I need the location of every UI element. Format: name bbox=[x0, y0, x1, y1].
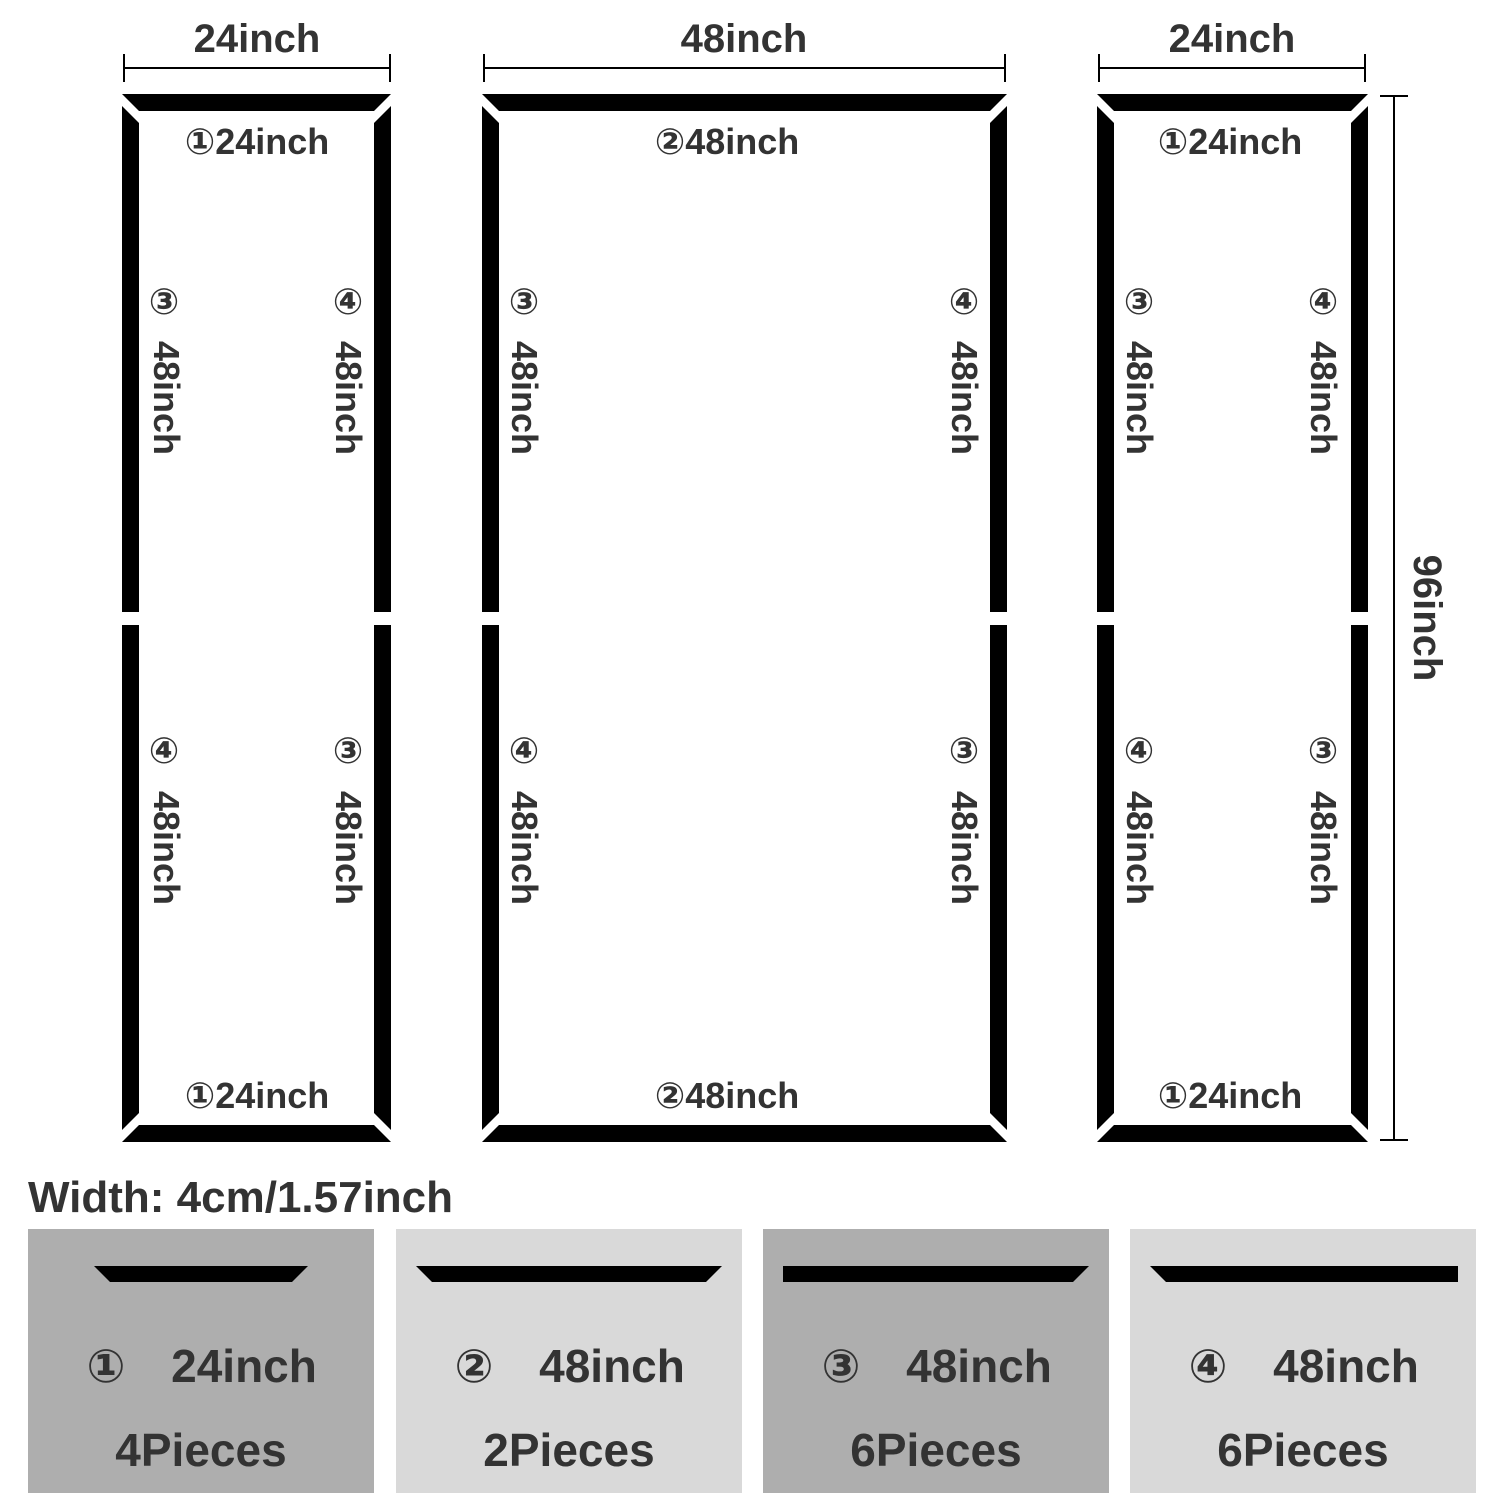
left-lower-right-number: ③ bbox=[332, 730, 364, 771]
left-top-label: ①24inch bbox=[184, 121, 330, 162]
legend-piece-count: 2Pieces bbox=[483, 1424, 655, 1476]
right-bottom-label: ①24inch bbox=[1157, 1075, 1303, 1116]
right-lower-left-length: 48inch bbox=[1119, 790, 1160, 906]
middle-upper-left-number: ③ bbox=[508, 281, 540, 322]
right-lower-right-length: 48inch bbox=[1303, 790, 1344, 906]
frame-right bbox=[1097, 94, 1368, 1142]
legend-strip-shape-icon bbox=[1150, 1266, 1458, 1282]
middle-lower-left-length: 48inch bbox=[504, 790, 545, 906]
legend-size: 48inch bbox=[539, 1340, 685, 1392]
middle-upper-right-length: 48inch bbox=[944, 340, 985, 456]
legend-strip-shape-icon bbox=[783, 1266, 1089, 1282]
right-top-label: ①24inch bbox=[1157, 121, 1303, 162]
dimension-left-width bbox=[124, 17, 390, 82]
middle-lower-left-number: ④ bbox=[508, 730, 540, 771]
middle-top-label: ②48inch bbox=[654, 121, 800, 162]
left-upper-right-length: 48inch bbox=[328, 340, 369, 456]
left-lower-right-length: 48inch bbox=[328, 790, 369, 906]
middle-upper-left-length: 48inch bbox=[504, 340, 545, 456]
right-right-upper-strip bbox=[1351, 106, 1368, 612]
right-top-strip bbox=[1097, 94, 1368, 111]
legend-number: ④ bbox=[1188, 1340, 1228, 1392]
legend-strip-shape-icon bbox=[94, 1266, 308, 1282]
right-upper-left-number: ③ bbox=[1123, 281, 1155, 322]
legend-strip-shape-icon bbox=[416, 1266, 722, 1282]
right-upper-right-length: 48inch bbox=[1303, 340, 1344, 456]
left-upper-left-number: ③ bbox=[148, 281, 180, 322]
legend-number: ③ bbox=[821, 1340, 861, 1392]
middle-bottom-strip bbox=[482, 1125, 1007, 1142]
frame-left bbox=[122, 94, 391, 1142]
left-lower-left-length: 48inch bbox=[146, 790, 187, 906]
middle-right-upper-strip bbox=[990, 106, 1007, 612]
middle-left-lower-strip bbox=[482, 625, 499, 1130]
legend-piece-count: 6Pieces bbox=[850, 1424, 1022, 1476]
right-left-lower-strip bbox=[1097, 625, 1114, 1130]
middle-top-strip bbox=[482, 94, 1007, 111]
right-left-upper-strip bbox=[1097, 106, 1114, 612]
middle-lower-right-length: 48inch bbox=[944, 790, 985, 906]
dimension-right-width bbox=[1099, 17, 1365, 82]
right-bottom-strip bbox=[1097, 1125, 1368, 1142]
left-bottom-label: ①24inch bbox=[184, 1075, 330, 1116]
left-upper-left-length: 48inch bbox=[146, 340, 187, 456]
middle-bottom-label: ②48inch bbox=[654, 1075, 800, 1116]
left-right-lower-strip bbox=[374, 625, 391, 1130]
right-width-label: 24inch bbox=[1168, 17, 1296, 61]
left-left-upper-strip bbox=[122, 106, 139, 612]
middle-upper-right-number: ④ bbox=[948, 281, 980, 322]
left-lower-left-number: ④ bbox=[148, 730, 180, 771]
right-right-lower-strip bbox=[1351, 625, 1368, 1130]
legend-number: ① bbox=[86, 1340, 126, 1392]
middle-lower-right-number: ③ bbox=[948, 730, 980, 771]
middle-left-upper-strip bbox=[482, 106, 499, 612]
width-note: Width: 4cm/1.57inch bbox=[28, 1173, 454, 1222]
middle-right-lower-strip bbox=[990, 625, 1007, 1130]
right-upper-right-number: ④ bbox=[1307, 281, 1339, 322]
legend-piece-count: 6Pieces bbox=[1217, 1424, 1389, 1476]
left-right-upper-strip bbox=[374, 106, 391, 612]
middle-width-label: 48inch bbox=[680, 17, 808, 61]
left-left-lower-strip bbox=[122, 625, 139, 1130]
right-upper-left-length: 48inch bbox=[1119, 340, 1160, 456]
frame-middle bbox=[482, 94, 1007, 1142]
total-height-label: 96inch bbox=[1405, 554, 1449, 682]
right-lower-left-number: ④ bbox=[1123, 730, 1155, 771]
legend-size: 48inch bbox=[906, 1340, 1052, 1392]
dimension-total-height bbox=[1380, 96, 1449, 1140]
piece-legend bbox=[28, 1229, 1476, 1493]
legend-piece-count: 4Pieces bbox=[115, 1424, 287, 1476]
legend-number: ② bbox=[454, 1340, 494, 1392]
legend-size: 24inch bbox=[171, 1340, 317, 1392]
left-bottom-strip bbox=[122, 1125, 391, 1142]
left-upper-right-number: ④ bbox=[332, 281, 364, 322]
left-width-label: 24inch bbox=[193, 17, 321, 61]
dimension-middle-width bbox=[484, 17, 1005, 82]
left-top-strip bbox=[122, 94, 391, 111]
right-lower-right-number: ③ bbox=[1307, 730, 1339, 771]
legend-size: 48inch bbox=[1273, 1340, 1419, 1392]
